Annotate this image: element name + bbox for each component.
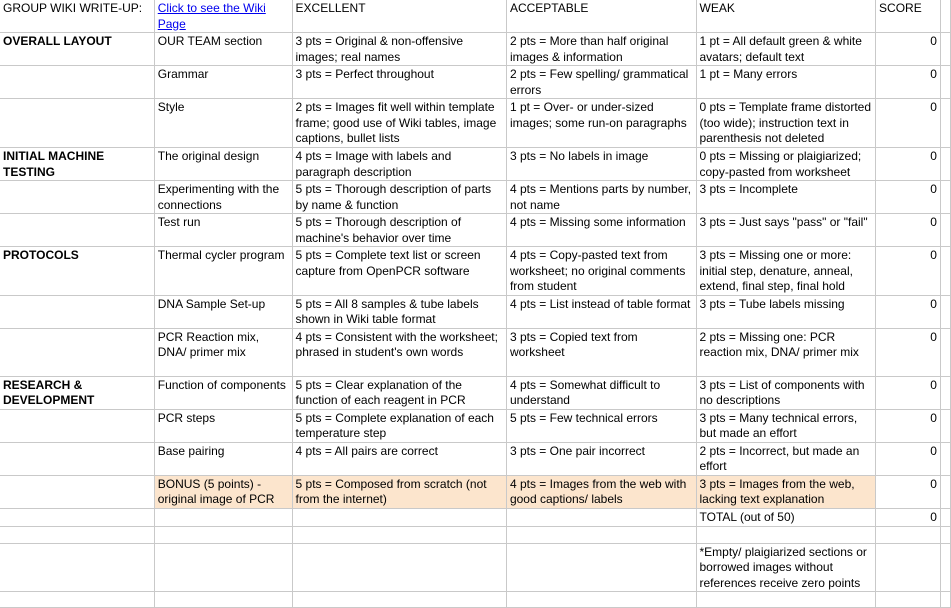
wiki-link-cell xyxy=(154,0,292,33)
cell-excellent[interactable]: 5 pts = Composed from scratch (not from the internet) xyxy=(292,475,506,508)
cell-acceptable[interactable]: 4 pts = Copy-pasted text from worksheet; no original comments from student xyxy=(506,247,696,296)
cell-score[interactable]: 0 xyxy=(876,247,941,296)
cell-section[interactable] xyxy=(0,475,154,508)
table-row xyxy=(0,442,951,475)
table-row xyxy=(0,66,951,99)
edge-spacer-cell xyxy=(940,409,950,442)
cell-acceptable[interactable] xyxy=(506,508,696,526)
edge-spacer-cell xyxy=(940,99,950,148)
cell-excellent[interactable]: 3 pts = Original & non-offensive images; real names xyxy=(292,33,506,66)
edge-spacer-cell xyxy=(940,592,950,608)
cell-weak[interactable]: 3 pts = List of components with no descriptions xyxy=(696,376,876,409)
edge-spacer-cell xyxy=(940,66,950,99)
cell-section[interactable] xyxy=(0,295,154,328)
cell-section[interactable] xyxy=(0,442,154,475)
edge-spacer-cell xyxy=(940,295,950,328)
cell-weak[interactable]: 3 pts = Many technical errors, but made an effort xyxy=(696,409,876,442)
column-header-weak[interactable]: WEAK xyxy=(696,0,876,33)
sheet-title-cell[interactable] xyxy=(0,0,154,33)
table-row xyxy=(0,33,951,66)
cell-weak[interactable]: 1 pt = Many errors xyxy=(696,66,876,99)
cell-excellent[interactable] xyxy=(292,543,506,592)
cell-item[interactable]: DNA Sample Set-up xyxy=(154,295,292,328)
cell-excellent[interactable]: 5 pts = Complete explanation of each temperature step xyxy=(292,409,506,442)
cell-score[interactable]: 0 xyxy=(876,328,941,376)
total-label[interactable]: TOTAL (out of 50) xyxy=(696,508,876,526)
table-row xyxy=(0,214,951,247)
cell-acceptable[interactable] xyxy=(506,592,696,608)
table-row xyxy=(0,409,951,442)
cell-weak[interactable]: 0 pts = Template frame distorted (too wide); instruction text in parenthesis not deleted xyxy=(696,99,876,148)
cell-section[interactable] xyxy=(0,592,154,608)
cell-acceptable[interactable]: 4 pts = List instead of table format xyxy=(506,295,696,328)
edge-spacer-cell xyxy=(940,33,950,66)
wiki-page-link[interactable]: Click to see the Wiki Page xyxy=(157,1,266,31)
cell-acceptable[interactable]: 3 pts = One pair incorrect xyxy=(506,442,696,475)
footnote-row xyxy=(0,543,951,592)
cell-acceptable[interactable] xyxy=(506,526,696,543)
cell-section[interactable] xyxy=(0,409,154,442)
cell-item[interactable]: PCR steps xyxy=(154,409,292,442)
cell-score[interactable]: 0 xyxy=(876,295,941,328)
cell-score[interactable]: 0 xyxy=(876,376,941,409)
cell-section[interactable]: OVERALL LAYOUT xyxy=(0,33,154,66)
cell-score[interactable]: 0 xyxy=(876,33,941,66)
table-row xyxy=(0,328,951,376)
cell-score[interactable]: 0 xyxy=(876,66,941,99)
column-header-score[interactable]: SCORE xyxy=(876,0,941,33)
cell-item[interactable]: BONUS (5 points) - original image of PCR xyxy=(154,475,292,508)
table-row xyxy=(0,181,951,214)
cell-weak[interactable]: 3 pts = Just says "pass" or "fail" xyxy=(696,214,876,247)
edge-spacer-cell xyxy=(940,181,950,214)
cell-item[interactable]: Experimenting with the connections xyxy=(154,181,292,214)
cell-section[interactable] xyxy=(0,508,154,526)
cell-item[interactable]: OUR TEAM section xyxy=(154,33,292,66)
edge-spacer-cell xyxy=(940,442,950,475)
cell-acceptable[interactable]: 5 pts = Few technical errors xyxy=(506,409,696,442)
cell-weak[interactable]: 2 pts = Missing one: PCR reaction mix, DNA/ primer mix xyxy=(696,328,876,376)
cell-excellent[interactable]: 4 pts = All pairs are correct xyxy=(292,442,506,475)
cell-score[interactable]: 0 xyxy=(876,475,941,508)
cell-excellent[interactable]: 2 pts = Images fit well within template frame; good use of Wiki tables, image captions, bullet lists xyxy=(292,99,506,148)
cell-item[interactable]: PCR Reaction mix, DNA/ primer mix xyxy=(154,328,292,376)
cell-score[interactable]: 0 xyxy=(876,148,941,181)
edge-spacer-cell xyxy=(940,148,950,181)
cell-item[interactable] xyxy=(154,526,292,543)
cell-item[interactable]: Function of components xyxy=(154,376,292,409)
cell-item[interactable] xyxy=(154,508,292,526)
total-score[interactable]: 0 xyxy=(876,508,941,526)
cell-excellent[interactable]: 4 pts = Image with labels and paragraph description xyxy=(292,148,506,181)
edge-spacer-cell xyxy=(940,508,950,526)
cell-item[interactable]: The original design xyxy=(154,148,292,181)
cell-weak[interactable]: 3 pts = Missing one or more: initial step, denature, anneal, extend, final step, final hold xyxy=(696,247,876,296)
cell-score[interactable]: 0 xyxy=(876,181,941,214)
cell-weak[interactable]: 3 pts = Tube labels missing xyxy=(696,295,876,328)
cell-excellent[interactable]: 5 pts = Complete text list or screen capture from OpenPCR software xyxy=(292,247,506,296)
footnote-text[interactable]: *Empty/ plaigiarized sections or borrowed images without references receive zero points xyxy=(696,543,876,592)
cell-acceptable[interactable]: 1 pt = Over- or under-sized images; some run-on paragraphs xyxy=(506,99,696,148)
edge-spacer-cell xyxy=(940,0,950,33)
edge-spacer-cell xyxy=(940,247,950,296)
table-row xyxy=(0,148,951,181)
cell-item[interactable]: Grammar xyxy=(154,66,292,99)
cell-score[interactable]: 0 xyxy=(876,99,941,148)
cell-excellent[interactable] xyxy=(292,592,506,608)
cell-excellent[interactable]: 3 pts = Perfect throughout xyxy=(292,66,506,99)
cell-acceptable[interactable] xyxy=(506,543,696,592)
cell-weak[interactable]: 0 pts = Missing or plaigiarized; copy-pasted from worksheet xyxy=(696,148,876,181)
sheet-title: GROUP WIKI WRITE-UP: xyxy=(3,1,143,15)
cell-excellent[interactable]: 5 pts = Thorough description of parts by name & function xyxy=(292,181,506,214)
cell-acceptable[interactable]: 4 pts = Somewhat difficult to understand xyxy=(506,376,696,409)
cell-section[interactable]: INITIAL MACHINE TESTING xyxy=(0,148,154,181)
cell-item[interactable] xyxy=(154,543,292,592)
column-header-acceptable[interactable]: ACCEPTABLE xyxy=(506,0,696,33)
edge-spacer-cell xyxy=(940,526,950,543)
cell-acceptable[interactable]: 4 pts = Mentions parts by number, not name xyxy=(506,181,696,214)
cell-weak[interactable]: 1 pt = All default green & white avatars; default text xyxy=(696,33,876,66)
cell-score[interactable] xyxy=(876,543,941,592)
column-header-excellent[interactable]: EXCELLENT xyxy=(292,0,506,33)
table-row xyxy=(0,475,951,508)
cell-excellent[interactable]: 5 pts = All 8 samples & tube labels shown in Wiki table format xyxy=(292,295,506,328)
edge-spacer-cell xyxy=(940,214,950,247)
table-row xyxy=(0,376,951,409)
edge-spacer-cell xyxy=(940,376,950,409)
total-row xyxy=(0,508,951,526)
cell-item[interactable]: Style xyxy=(154,99,292,148)
cell-excellent[interactable] xyxy=(292,508,506,526)
empty-row xyxy=(0,592,951,608)
cell-score[interactable] xyxy=(876,592,941,608)
cell-excellent[interactable]: 4 pts = Consistent with the worksheet; phrased in student's own words xyxy=(292,328,506,376)
cell-excellent[interactable] xyxy=(292,526,506,543)
cell-weak[interactable] xyxy=(696,526,876,543)
table-row xyxy=(0,99,951,148)
cell-section[interactable] xyxy=(0,66,154,99)
cell-acceptable[interactable]: 4 pts = Missing some information xyxy=(506,214,696,247)
empty-row xyxy=(0,526,951,543)
cell-section[interactable] xyxy=(0,181,154,214)
cell-section[interactable] xyxy=(0,214,154,247)
cell-weak[interactable]: 3 pts = Incomplete xyxy=(696,181,876,214)
cell-section[interactable] xyxy=(0,328,154,376)
cell-weak[interactable] xyxy=(696,592,876,608)
edge-spacer-cell xyxy=(940,328,950,376)
cell-weak[interactable]: 2 pts = Incorrect, but made an effort xyxy=(696,442,876,475)
cell-item[interactable]: Base pairing xyxy=(154,442,292,475)
cell-acceptable[interactable]: 2 pts = More than half original images & information xyxy=(506,33,696,66)
cell-section[interactable]: RESEARCH & DEVELOPMENT xyxy=(0,376,154,409)
edge-spacer-cell xyxy=(940,543,950,592)
cell-acceptable[interactable]: 2 pts = Few spelling/ grammatical errors xyxy=(506,66,696,99)
cell-item[interactable] xyxy=(154,592,292,608)
cell-section[interactable]: PROTOCOLS xyxy=(0,247,154,296)
cell-acceptable[interactable]: 3 pts = Copied text from worksheet xyxy=(506,328,696,376)
edge-spacer-cell xyxy=(940,475,950,508)
cell-acceptable[interactable]: 3 pts = No labels in image xyxy=(506,148,696,181)
cell-excellent[interactable]: 5 pts = Clear explanation of the function of each reagent in PCR xyxy=(292,376,506,409)
table-row xyxy=(0,295,951,328)
cell-score[interactable]: 0 xyxy=(876,214,941,247)
header-row xyxy=(0,0,951,33)
cell-section[interactable] xyxy=(0,526,154,543)
table-row xyxy=(0,247,951,296)
cell-score[interactable] xyxy=(876,526,941,543)
cell-weak[interactable]: 3 pts = Images from the web, lacking text explanation xyxy=(696,475,876,508)
cell-item[interactable]: Thermal cycler program xyxy=(154,247,292,296)
cell-section[interactable] xyxy=(0,543,154,592)
cell-item[interactable]: Test run xyxy=(154,214,292,247)
cell-excellent[interactable]: 5 pts = Thorough description of machine's behavior over time xyxy=(292,214,506,247)
cell-acceptable[interactable]: 4 pts = Images from the web with good captions/ labels xyxy=(506,475,696,508)
cell-section[interactable] xyxy=(0,99,154,148)
cell-score[interactable]: 0 xyxy=(876,409,941,442)
cell-score[interactable]: 0 xyxy=(876,442,941,475)
